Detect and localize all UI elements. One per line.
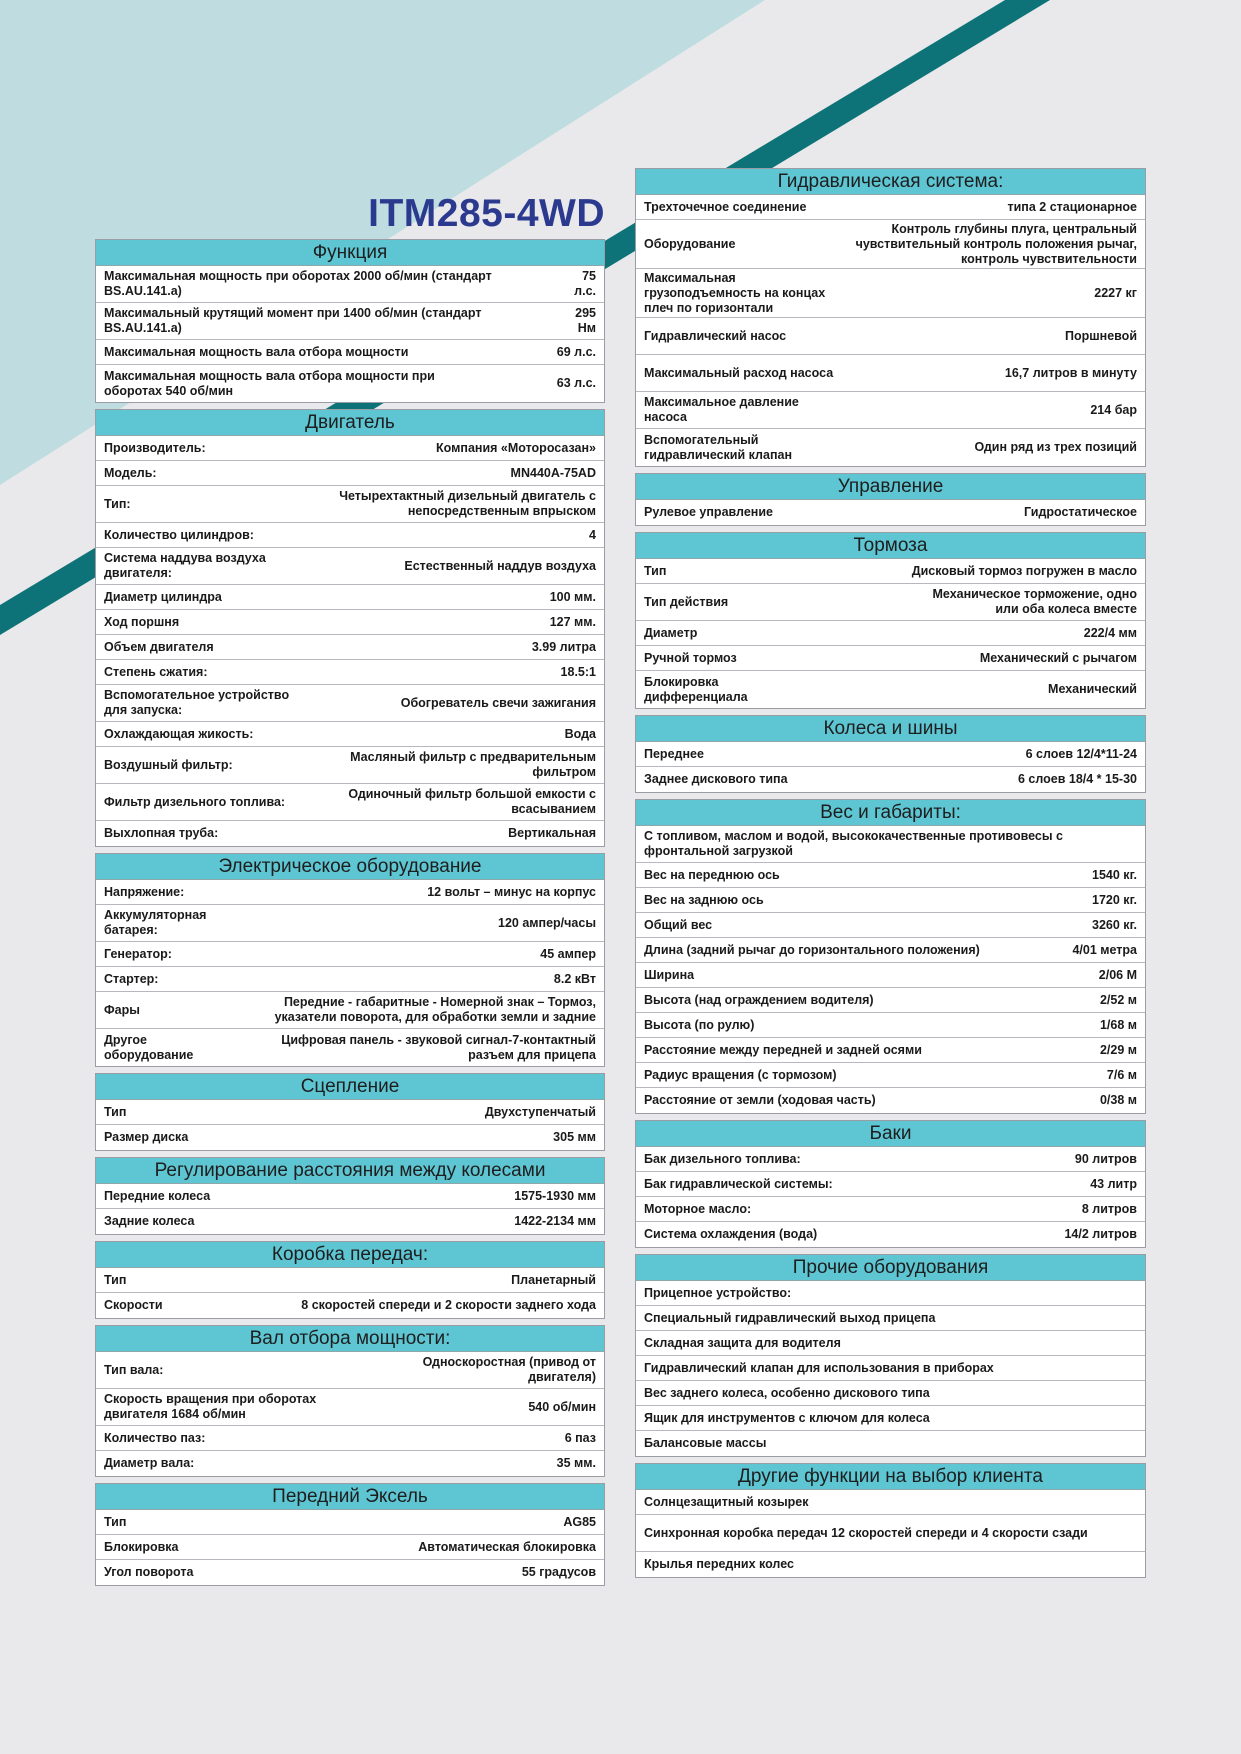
spec-label: Скорости	[104, 1298, 163, 1312]
spec-label: Бак дизельного топлива:	[644, 1151, 801, 1166]
section-electrical	[95, 853, 605, 1067]
item-label: Прицепное устройство:	[644, 1285, 792, 1300]
spec-row	[96, 303, 604, 340]
section-clutch	[95, 1073, 605, 1151]
spec-row	[96, 1184, 604, 1209]
list-item	[636, 1406, 1145, 1431]
section-brakes	[635, 532, 1146, 709]
spec-value: Гидростатическое	[1023, 505, 1137, 519]
spec-label: Максимальный крутящий момент при 1400 об/мин (стандарт BS.AU.141.a)	[104, 306, 482, 335]
model-title: ITM285-4WD	[368, 192, 605, 235]
spec-row	[636, 220, 1145, 269]
section-pto	[95, 1325, 605, 1477]
spec-label: Максимальная мощность вала отбора мощности при оборотах 540 об/мин	[104, 368, 435, 398]
spec-value: 4	[589, 527, 596, 542]
section-heading: Вес и габариты:	[636, 800, 1145, 826]
spec-label: Угол поворота	[104, 1565, 194, 1579]
spec-row	[96, 1293, 604, 1318]
spec-row	[96, 365, 604, 402]
spec-label: Фары	[104, 1002, 140, 1017]
spec-row	[636, 963, 1145, 988]
spec-value: 1720 кг.	[1092, 892, 1137, 907]
spec-value: 222/4 мм	[1083, 625, 1137, 640]
spec-label: Максимальное давление насоса	[644, 395, 799, 424]
spec-label: С топливом, маслом и водой, высококачественные противовесы с фронтальной загрузкой	[644, 829, 1063, 858]
item-label: Балансовые массы	[644, 1436, 767, 1450]
section-heading: Коробка передач:	[96, 1242, 604, 1268]
spec-row	[96, 992, 604, 1029]
section-gearbox	[95, 1241, 605, 1319]
spec-row	[96, 1352, 604, 1389]
spec-label: Другое оборудование	[104, 1032, 194, 1062]
spec-row	[96, 1029, 604, 1066]
spec-row	[636, 1222, 1145, 1247]
section-front-axle	[95, 1483, 605, 1586]
spec-label: Переднее	[644, 746, 704, 761]
item-label: Специальный гидравлический выход прицепа	[644, 1310, 936, 1325]
spec-label: Генератор:	[104, 946, 172, 961]
spec-value: 2/29 м	[1099, 1042, 1137, 1057]
spec-row	[96, 1451, 604, 1476]
spec-label: Скорость вращения при оборотах двигателя 1684 об/мин	[104, 1392, 317, 1421]
list-item	[636, 1490, 1145, 1515]
spec-row	[96, 722, 604, 747]
spec-row	[636, 938, 1145, 963]
section-heading: Передний Эксель	[96, 1484, 604, 1510]
list-item	[636, 1552, 1145, 1577]
spec-row	[636, 646, 1145, 671]
section-heading: Баки	[636, 1121, 1145, 1147]
section-function	[95, 239, 605, 403]
spec-value: Двухступенчатый	[484, 1104, 596, 1119]
spec-value: 1422-2134 мм	[514, 1214, 596, 1228]
spec-row	[96, 1426, 604, 1451]
list-item	[636, 1431, 1145, 1456]
list-item	[636, 1281, 1145, 1306]
spec-row	[96, 436, 604, 461]
spec-label: Оборудование	[644, 236, 736, 251]
spec-value: 6 слоев 12/4*11-24	[1025, 746, 1137, 761]
spec-label: Передние колеса	[104, 1188, 211, 1203]
spec-label: Трехточечное соединение	[644, 199, 807, 214]
spec-label: Вспомогательное устройство для запуска:	[104, 688, 290, 717]
spec-value: 305 мм	[553, 1130, 596, 1144]
spec-label: Количество паз:	[104, 1430, 206, 1445]
section-heading: Тормоза	[636, 533, 1145, 559]
spec-value: 6 слоев 18/4 * 15-30	[1017, 772, 1137, 786]
spec-value: 45 ампер	[540, 946, 596, 961]
spec-label: Ручной тормоз	[644, 650, 737, 665]
list-item	[636, 1331, 1145, 1356]
spec-row	[636, 826, 1145, 863]
spec-label: Максимальный расход насоса	[644, 365, 834, 380]
spec-value: Передние - габаритные - Номерной знак – Тормоз, указатели поворота, для обработки земли и задние	[274, 995, 596, 1024]
spec-value: Механический	[1048, 682, 1137, 696]
spec-label: Максимальная грузоподъемность на концах плеч по горизонтали	[644, 270, 826, 315]
spec-label: Радиус вращения (с тормозом)	[644, 1067, 837, 1082]
spec-row	[636, 1147, 1145, 1172]
list-item	[636, 1381, 1145, 1406]
section-heading: Вал отбора мощности:	[96, 1326, 604, 1352]
spec-label: Тип вала:	[104, 1362, 164, 1377]
spec-value: AG85	[563, 1514, 596, 1529]
spec-value: 90 литров	[1074, 1151, 1137, 1166]
spec-value: 55 градусов	[521, 1565, 596, 1579]
spec-value: Механическое торможение, одно или оба колеса вместе	[932, 587, 1137, 616]
spec-row	[96, 747, 604, 784]
spec-value: Естественный наддув воздуха	[404, 558, 596, 573]
spec-row	[636, 355, 1145, 392]
section-heading: Электрическое оборудование	[96, 854, 604, 880]
spec-label: Степень сжатия:	[104, 664, 208, 679]
spec-label: Тип	[104, 1272, 127, 1287]
spec-row	[636, 1088, 1145, 1113]
spec-label: Максимальная мощность вала отбора мощности	[104, 344, 409, 359]
spec-value: 75 л.с.	[574, 269, 596, 298]
spec-label: Ширина	[644, 967, 695, 982]
spec-row	[96, 1560, 604, 1585]
spec-label: Стартер:	[104, 971, 159, 986]
item-label: Крылья передних колес	[644, 1557, 794, 1571]
spec-value: 12 вольт – минус на корпус	[427, 884, 596, 899]
spec-label: Блокировка	[104, 1539, 179, 1554]
spec-value: 120 ампер/часы	[498, 915, 596, 930]
spec-label: Вес на заднюю ось	[644, 892, 764, 907]
section-heading: Функция	[96, 240, 604, 266]
spec-value: 540 об/мин	[528, 1399, 596, 1414]
spec-label: Тип:	[104, 496, 131, 511]
spec-value: 4/01 метра	[1072, 942, 1137, 957]
spec-value: Обогреватель свечи зажигания	[400, 695, 596, 710]
spec-row	[636, 671, 1145, 708]
section-wheels-tires	[635, 715, 1146, 793]
spec-value: Дисковый тормоз погружен в масло	[911, 563, 1137, 578]
spec-row	[96, 461, 604, 486]
spec-row	[96, 1125, 604, 1150]
spec-label: Рулевое управление	[644, 505, 773, 519]
spec-row	[636, 500, 1145, 525]
section-engine	[95, 409, 605, 847]
spec-row	[96, 548, 604, 585]
spec-row	[636, 621, 1145, 646]
spec-label: Гидравлический насос	[644, 328, 787, 343]
spec-label: Общий вес	[644, 917, 713, 932]
spec-label: Тип	[104, 1104, 127, 1119]
spec-row	[96, 1100, 604, 1125]
spec-label: Максимальная мощность при оборотах 2000 об/мин (стандарт BS.AU.141.a)	[104, 269, 492, 298]
section-heading: Колеса и шины	[636, 716, 1145, 742]
spec-value: 127 мм.	[549, 614, 596, 629]
spec-value: 214 бар	[1090, 402, 1137, 417]
spec-value: Механический с рычагом	[979, 650, 1137, 665]
spec-row	[96, 266, 604, 303]
section-heading: Регулирование расстояния между колесами	[96, 1158, 604, 1184]
spec-row	[96, 610, 604, 635]
item-label: Ящик для инструментов с ключом для колеса	[644, 1410, 930, 1425]
spec-row	[96, 942, 604, 967]
spec-label: Высота (по рулю)	[644, 1017, 755, 1032]
spec-row	[636, 988, 1145, 1013]
spec-row	[96, 821, 604, 846]
section-heading: Сцепление	[96, 1074, 604, 1100]
section-steering	[635, 473, 1146, 526]
section-heading: Управление	[636, 474, 1145, 500]
spec-row	[96, 685, 604, 722]
spec-row	[636, 269, 1145, 318]
spec-row	[96, 340, 604, 365]
spec-label: Ход поршня	[104, 614, 180, 629]
item-label: Складная защита для водителя	[644, 1335, 841, 1350]
spec-row	[636, 429, 1145, 466]
spec-row	[96, 1268, 604, 1293]
spec-value: Поршневой	[1064, 328, 1137, 343]
spec-value: 6 паз	[564, 1430, 596, 1445]
spec-value: Автоматическая блокировка	[418, 1539, 596, 1554]
spec-label: Тип	[644, 563, 667, 578]
spec-label: Воздушный фильтр:	[104, 757, 233, 772]
spec-label: Фильтр дизельного топлива:	[104, 794, 286, 809]
spec-row	[636, 863, 1145, 888]
item-label: Вес заднего колеса, особенно дискового типа	[644, 1385, 930, 1400]
spec-value: 35 мм.	[556, 1456, 596, 1470]
spec-label: Расстояние от земли (ходовая часть)	[644, 1093, 876, 1107]
section-tanks	[635, 1120, 1146, 1248]
spec-row	[96, 660, 604, 685]
spec-value: Одиночный фильтр большой емкости с всасыванием	[348, 787, 596, 816]
spec-row	[636, 559, 1145, 584]
spec-row	[636, 1172, 1145, 1197]
spec-value: Односкоростная (привод от двигателя)	[422, 1355, 596, 1384]
spec-row	[636, 1013, 1145, 1038]
spec-label: Производитель:	[104, 440, 206, 455]
spec-value: Один ряд из трех позиций	[974, 440, 1137, 454]
spec-label: Охлаждающая жикость:	[104, 726, 254, 741]
spec-row	[96, 1535, 604, 1560]
spec-label: Задние колеса	[104, 1214, 195, 1228]
spec-value: 2/06 М	[1098, 967, 1137, 982]
spec-value: 2/52 м	[1099, 992, 1137, 1007]
spec-label: Размер диска	[104, 1130, 189, 1144]
spec-row	[636, 584, 1145, 621]
spec-label: Напряжение:	[104, 884, 185, 899]
spec-row	[96, 880, 604, 905]
spec-label: Система охлаждения (вода)	[644, 1227, 818, 1241]
item-label: Солнцезащитный козырек	[644, 1494, 809, 1509]
spec-label: Заднее дискового типа	[644, 772, 788, 786]
section-other-equipment	[635, 1254, 1146, 1457]
spec-row	[636, 195, 1145, 220]
spec-value: Масляный фильтр с предварительным фильтром	[350, 750, 596, 779]
spec-label: Количество цилиндров:	[104, 527, 254, 542]
spec-label: Блокировка дифференциала	[644, 674, 748, 704]
section-heading: Двигатель	[96, 410, 604, 436]
section-heading: Гидравлическая система:	[636, 169, 1145, 195]
spec-label: Высота (над ограждением водителя)	[644, 992, 874, 1007]
spec-value: Четырехтактный дизельный двигатель с непосредственным впрыском	[339, 489, 596, 518]
spec-row	[636, 742, 1145, 767]
item-label: Синхронная коробка передач 12 скоростей спереди и 4 скорости сзади	[644, 1525, 1088, 1540]
section-heading: Другие функции на выбор клиента	[636, 1464, 1145, 1490]
spec-value: Контроль глубины плуга, центральный чувствительный контроль положения рычаг, контроль чувствительности	[855, 221, 1137, 266]
spec-row	[96, 486, 604, 523]
spec-row	[96, 1389, 604, 1426]
spec-row	[636, 767, 1145, 792]
spec-label: Расстояние между передней и задней осями	[644, 1042, 922, 1057]
spec-value: 43 литр	[1090, 1176, 1137, 1191]
spec-value: 63 л.с.	[556, 376, 596, 390]
spec-label: Диаметр цилиндра	[104, 589, 222, 604]
spec-value: 2227 кг	[1094, 285, 1137, 300]
spec-value: 14/2 литров	[1064, 1227, 1137, 1241]
spec-value: 8.2 кВт	[553, 971, 596, 986]
spec-value: 7/6 м	[1106, 1067, 1137, 1082]
spec-label: Моторное масло:	[644, 1201, 752, 1216]
spec-label: Аккумуляторная батарея:	[104, 908, 207, 937]
spec-label: Бак гидравлической системы:	[644, 1176, 833, 1191]
spec-value: 0/38 м	[1099, 1093, 1137, 1107]
spec-row	[96, 585, 604, 610]
spec-value: 8 скоростей спереди и 2 скорости заднего хода	[301, 1298, 596, 1312]
spec-label: Вспомогательный гидравлический клапан	[644, 432, 793, 462]
spec-label: Система наддува воздуха двигателя:	[104, 551, 266, 580]
spec-value: Вода	[564, 726, 596, 741]
spec-row	[636, 888, 1145, 913]
spec-value: Вертикальная	[508, 826, 596, 840]
section-heading: Прочие оборудования	[636, 1255, 1145, 1281]
spec-row	[636, 392, 1145, 429]
spec-row	[96, 635, 604, 660]
section-wheel-track	[95, 1157, 605, 1235]
spec-value: Планетарный	[511, 1272, 596, 1287]
spec-row	[96, 1209, 604, 1234]
spec-row	[96, 784, 604, 821]
spec-label: Объем двигателя	[104, 639, 214, 654]
spec-value: 69 л.с.	[556, 344, 596, 359]
spec-value: MN440A-75AD	[510, 465, 596, 480]
spec-label: Длина (задний рычаг до горизонтального положения)	[644, 942, 980, 957]
spec-label: Диаметр	[644, 625, 698, 640]
spec-label: Тип действия	[644, 594, 729, 609]
spec-row	[636, 1197, 1145, 1222]
item-label: Гидравлический клапан для использования в приборах	[644, 1360, 994, 1375]
spec-label: Выхлопная труба:	[104, 826, 219, 840]
spec-label: Вес на переднюю ось	[644, 867, 780, 882]
list-item	[636, 1356, 1145, 1381]
section-weight-dimensions	[635, 799, 1146, 1114]
spec-value: Цифровая панель - звуковой сигнал-7-контактный разъем для прицепа	[281, 1032, 596, 1062]
spec-row	[96, 967, 604, 992]
spec-value: 3.99 литра	[531, 639, 596, 654]
spec-row	[636, 318, 1145, 355]
spec-value: 100 мм.	[549, 589, 596, 604]
list-item	[636, 1515, 1145, 1552]
spec-row	[636, 913, 1145, 938]
spec-row	[636, 1063, 1145, 1088]
spec-value: 1540 кг.	[1092, 867, 1137, 882]
spec-row	[96, 523, 604, 548]
list-item	[636, 1306, 1145, 1331]
spec-value: Компания «Моторосазан»	[436, 440, 596, 455]
spec-value: 1/68 м	[1099, 1017, 1137, 1032]
spec-value: 3260 кг.	[1092, 917, 1137, 932]
spec-label: Диаметр вала:	[104, 1456, 195, 1470]
spec-row	[96, 1510, 604, 1535]
left-spec-column	[95, 239, 605, 1592]
spec-value: 16,7 литров в минуту	[1004, 365, 1137, 380]
spec-label: Тип	[104, 1514, 127, 1529]
right-spec-column	[635, 168, 1146, 1584]
spec-value: 1575-1930 мм	[514, 1188, 596, 1203]
spec-label: Модель:	[104, 465, 157, 480]
spec-row	[96, 905, 604, 942]
spec-value: 18.5:1	[560, 664, 596, 679]
spec-value: 8 литров	[1081, 1201, 1137, 1216]
section-hydraulics	[635, 168, 1146, 467]
spec-row	[636, 1038, 1145, 1063]
spec-value: типа 2 стационарное	[1007, 199, 1137, 214]
spec-value: 295 Нм	[575, 306, 596, 335]
section-optional-features	[635, 1463, 1146, 1578]
